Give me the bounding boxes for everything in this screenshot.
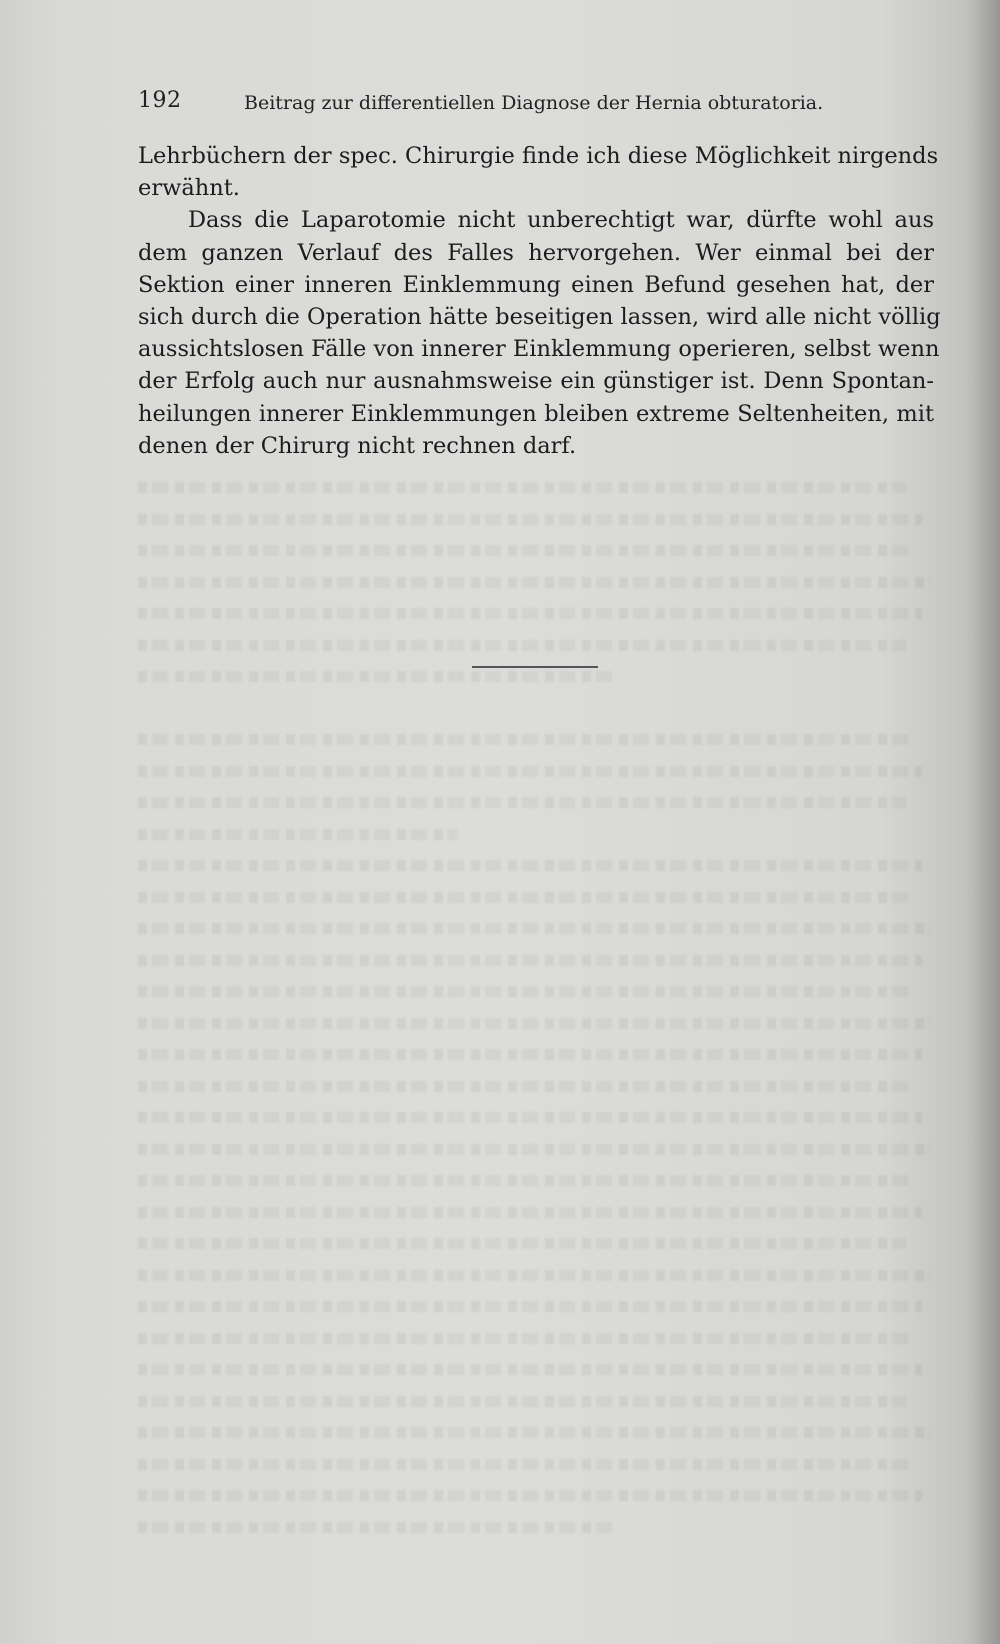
running-title: Beitrag zur differentiellen Diagnose der Hernia obturatoria. <box>244 92 824 114</box>
page-header <box>138 88 918 124</box>
text-line: denen der Chirurg nicht rechnen darf. <box>138 432 577 459</box>
show-through-text <box>138 470 938 1570</box>
text-line: dem ganzen Verlauf des Falles hervorgehen. Wer einmal bei der <box>138 239 934 266</box>
text-line: heilungen innerer Einklemmungen bleiben extreme Seltenheiten, mit <box>138 400 934 427</box>
body-paragraphs <box>138 140 941 462</box>
section-divider <box>472 666 598 668</box>
text-line: der Erfolg auch nur ausnahmsweise ein günstiger ist. Denn Spontan- <box>138 368 934 395</box>
text-line: Sektion einer inneren Einklemmung einen Befund gesehen hat, der <box>138 271 934 298</box>
text-line: aussichtslosen Fälle von innerer Einklemmung operieren, selbst wenn <box>138 336 940 363</box>
page-edge-shadow <box>972 0 1000 1644</box>
text-line: Dass die Laparotomie nicht unberechtigt war, dürfte wohl aus <box>188 207 934 234</box>
text-line: Lehrbüchern der spec. Chirurgie finde ich diese Möglichkeit nirgends <box>138 143 939 169</box>
text-line: sich durch die Operation hätte beseitigen lassen, wird alle nicht völlig <box>138 303 941 330</box>
text-line: erwähnt. <box>138 175 240 202</box>
page-number: 192 <box>138 88 182 113</box>
